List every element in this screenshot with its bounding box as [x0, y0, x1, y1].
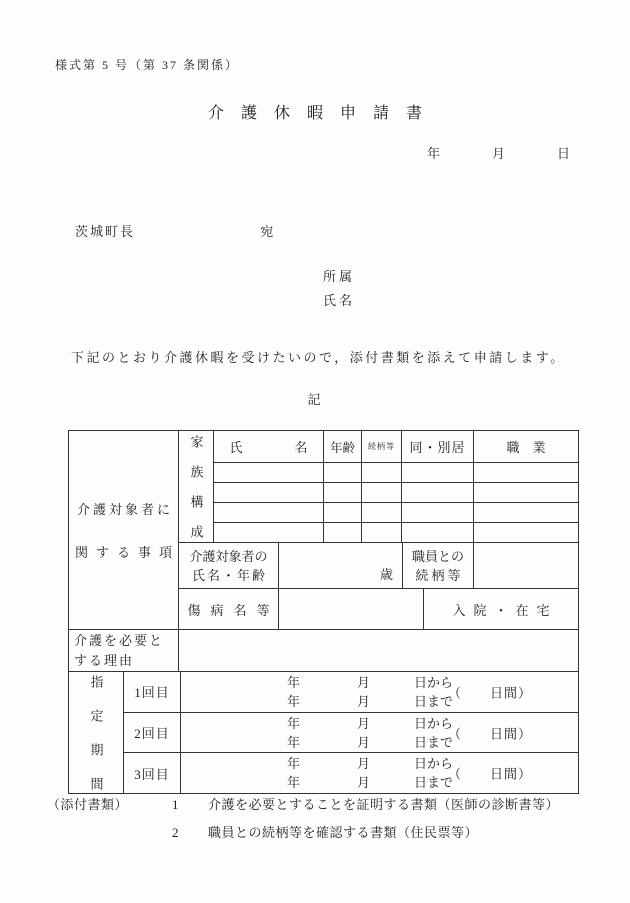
column-header-name: 氏 名	[214, 431, 324, 462]
addressee-suffix: 宛	[260, 224, 276, 239]
attachment-1-number: 1	[172, 797, 179, 812]
attachment-2-number: 2	[172, 825, 179, 840]
sender-affiliation-label: 所属	[323, 269, 356, 284]
care-target-age-cell	[279, 543, 403, 588]
family-table	[214, 431, 578, 542]
period-to-line: 年 月 日まで	[287, 693, 454, 709]
family-name-cell	[214, 523, 324, 542]
care-reason-cell	[179, 630, 578, 671]
family-age-cell	[324, 483, 362, 502]
family-occupation-cell	[474, 503, 578, 522]
care-reason-row	[69, 630, 578, 672]
column-header-living: 同・別居	[402, 431, 474, 462]
attachment-1-text: 介護を必要とすることを証明する書類（医師の診断書等）	[208, 797, 560, 812]
period-from-line: 年 月 日から	[287, 756, 454, 772]
age-suffix-label: 歳	[379, 567, 393, 582]
family-age-cell	[324, 503, 362, 522]
period-row-1-label: 1回目	[124, 672, 181, 712]
family-table-row	[214, 503, 578, 523]
date-day-label: 日	[557, 146, 571, 161]
family-table-row	[214, 463, 578, 483]
period-row-1	[124, 672, 578, 713]
care-target-section-label: 介護対象者に 関する事項	[69, 431, 179, 629]
family-age-cell	[324, 523, 362, 542]
staff-relation-label: 職員との 続柄等	[403, 543, 474, 588]
family-occupation-cell	[474, 523, 578, 542]
period-row-3	[124, 753, 578, 793]
date-year-label: 年	[427, 146, 441, 161]
family-composition-label: 家族構成	[179, 431, 214, 542]
attachment-2-text: 職員との続柄等を確認する書類（住民票等）	[208, 825, 479, 840]
attachment-item-1	[47, 796, 559, 814]
care-target-section-body	[179, 431, 578, 629]
attachments-note	[47, 796, 559, 842]
family-relation-cell	[362, 503, 402, 522]
period-days-label: （ 日間）	[448, 726, 533, 741]
date-line	[427, 143, 570, 162]
period-row-2-label: 2回目	[124, 713, 181, 753]
family-table-row	[214, 523, 578, 542]
family-occupation-cell	[474, 483, 578, 502]
injury-name-label: 傷病名等	[179, 589, 279, 629]
addressee-line	[75, 221, 275, 240]
family-living-cell	[402, 523, 474, 542]
designated-period-rows	[124, 672, 578, 793]
designated-period-label: 指定期間	[69, 672, 124, 793]
attachment-item-2	[47, 824, 559, 842]
addressee-name: 茨城町長	[75, 224, 136, 239]
period-row-1-dates	[181, 672, 578, 712]
family-table-header	[214, 431, 578, 463]
attachments-prefix: （添付書類）	[47, 797, 129, 812]
period-from-line: 年 月 日から	[287, 674, 454, 690]
form-number: 様式第 5 号（第 37 条関係）	[55, 58, 240, 72]
period-from-line: 年 月 日から	[287, 715, 454, 731]
family-occupation-cell	[474, 463, 578, 482]
period-to-line: 年 月 日まで	[287, 775, 454, 791]
family-living-cell	[402, 503, 474, 522]
column-header-relation: 続柄等	[362, 431, 402, 462]
sender-name-label: 氏名	[323, 293, 356, 308]
column-header-occupation: 職 業	[506, 440, 546, 455]
column-header-age: 年齢	[324, 431, 362, 462]
care-reason-label: 介護を必要と する理由	[69, 630, 179, 671]
family-relation-cell	[362, 463, 402, 482]
document-title: 介護休暇申請書	[207, 105, 439, 122]
application-statement: 下記のとおり介護休暇を受けたいので，添付書類を添えて申請します。	[71, 350, 566, 365]
period-row-2-dates	[181, 713, 578, 753]
family-table-row	[214, 483, 578, 503]
family-living-cell	[402, 483, 474, 502]
care-target-section	[69, 431, 578, 630]
care-target-name-age-row	[179, 543, 578, 589]
family-name-cell	[214, 483, 324, 502]
period-row-2	[124, 713, 578, 754]
hospital-or-home-cell: 入院・在宅	[452, 602, 558, 618]
note-heading: 記	[307, 392, 323, 407]
period-days-label: （ 日間）	[448, 766, 533, 782]
period-row-3-label: 3回目	[124, 753, 181, 793]
family-relation-cell	[362, 523, 402, 542]
period-days-label: （ 日間）	[448, 685, 533, 701]
injury-name-row	[179, 589, 578, 629]
family-age-cell	[324, 463, 362, 482]
family-living-cell	[402, 463, 474, 482]
family-relation-cell	[362, 483, 402, 502]
family-name-cell	[214, 503, 324, 522]
care-target-name-age-label: 介護対象者の 氏名・年齢	[179, 543, 279, 588]
period-to-line: 年 月 日まで	[287, 734, 454, 750]
injury-name-cell	[279, 589, 424, 629]
period-row-3-dates	[181, 753, 578, 793]
date-month-label: 月	[492, 146, 506, 161]
staff-relation-cell	[474, 543, 578, 588]
family-composition-block	[179, 431, 578, 555]
family-name-cell	[214, 463, 324, 482]
